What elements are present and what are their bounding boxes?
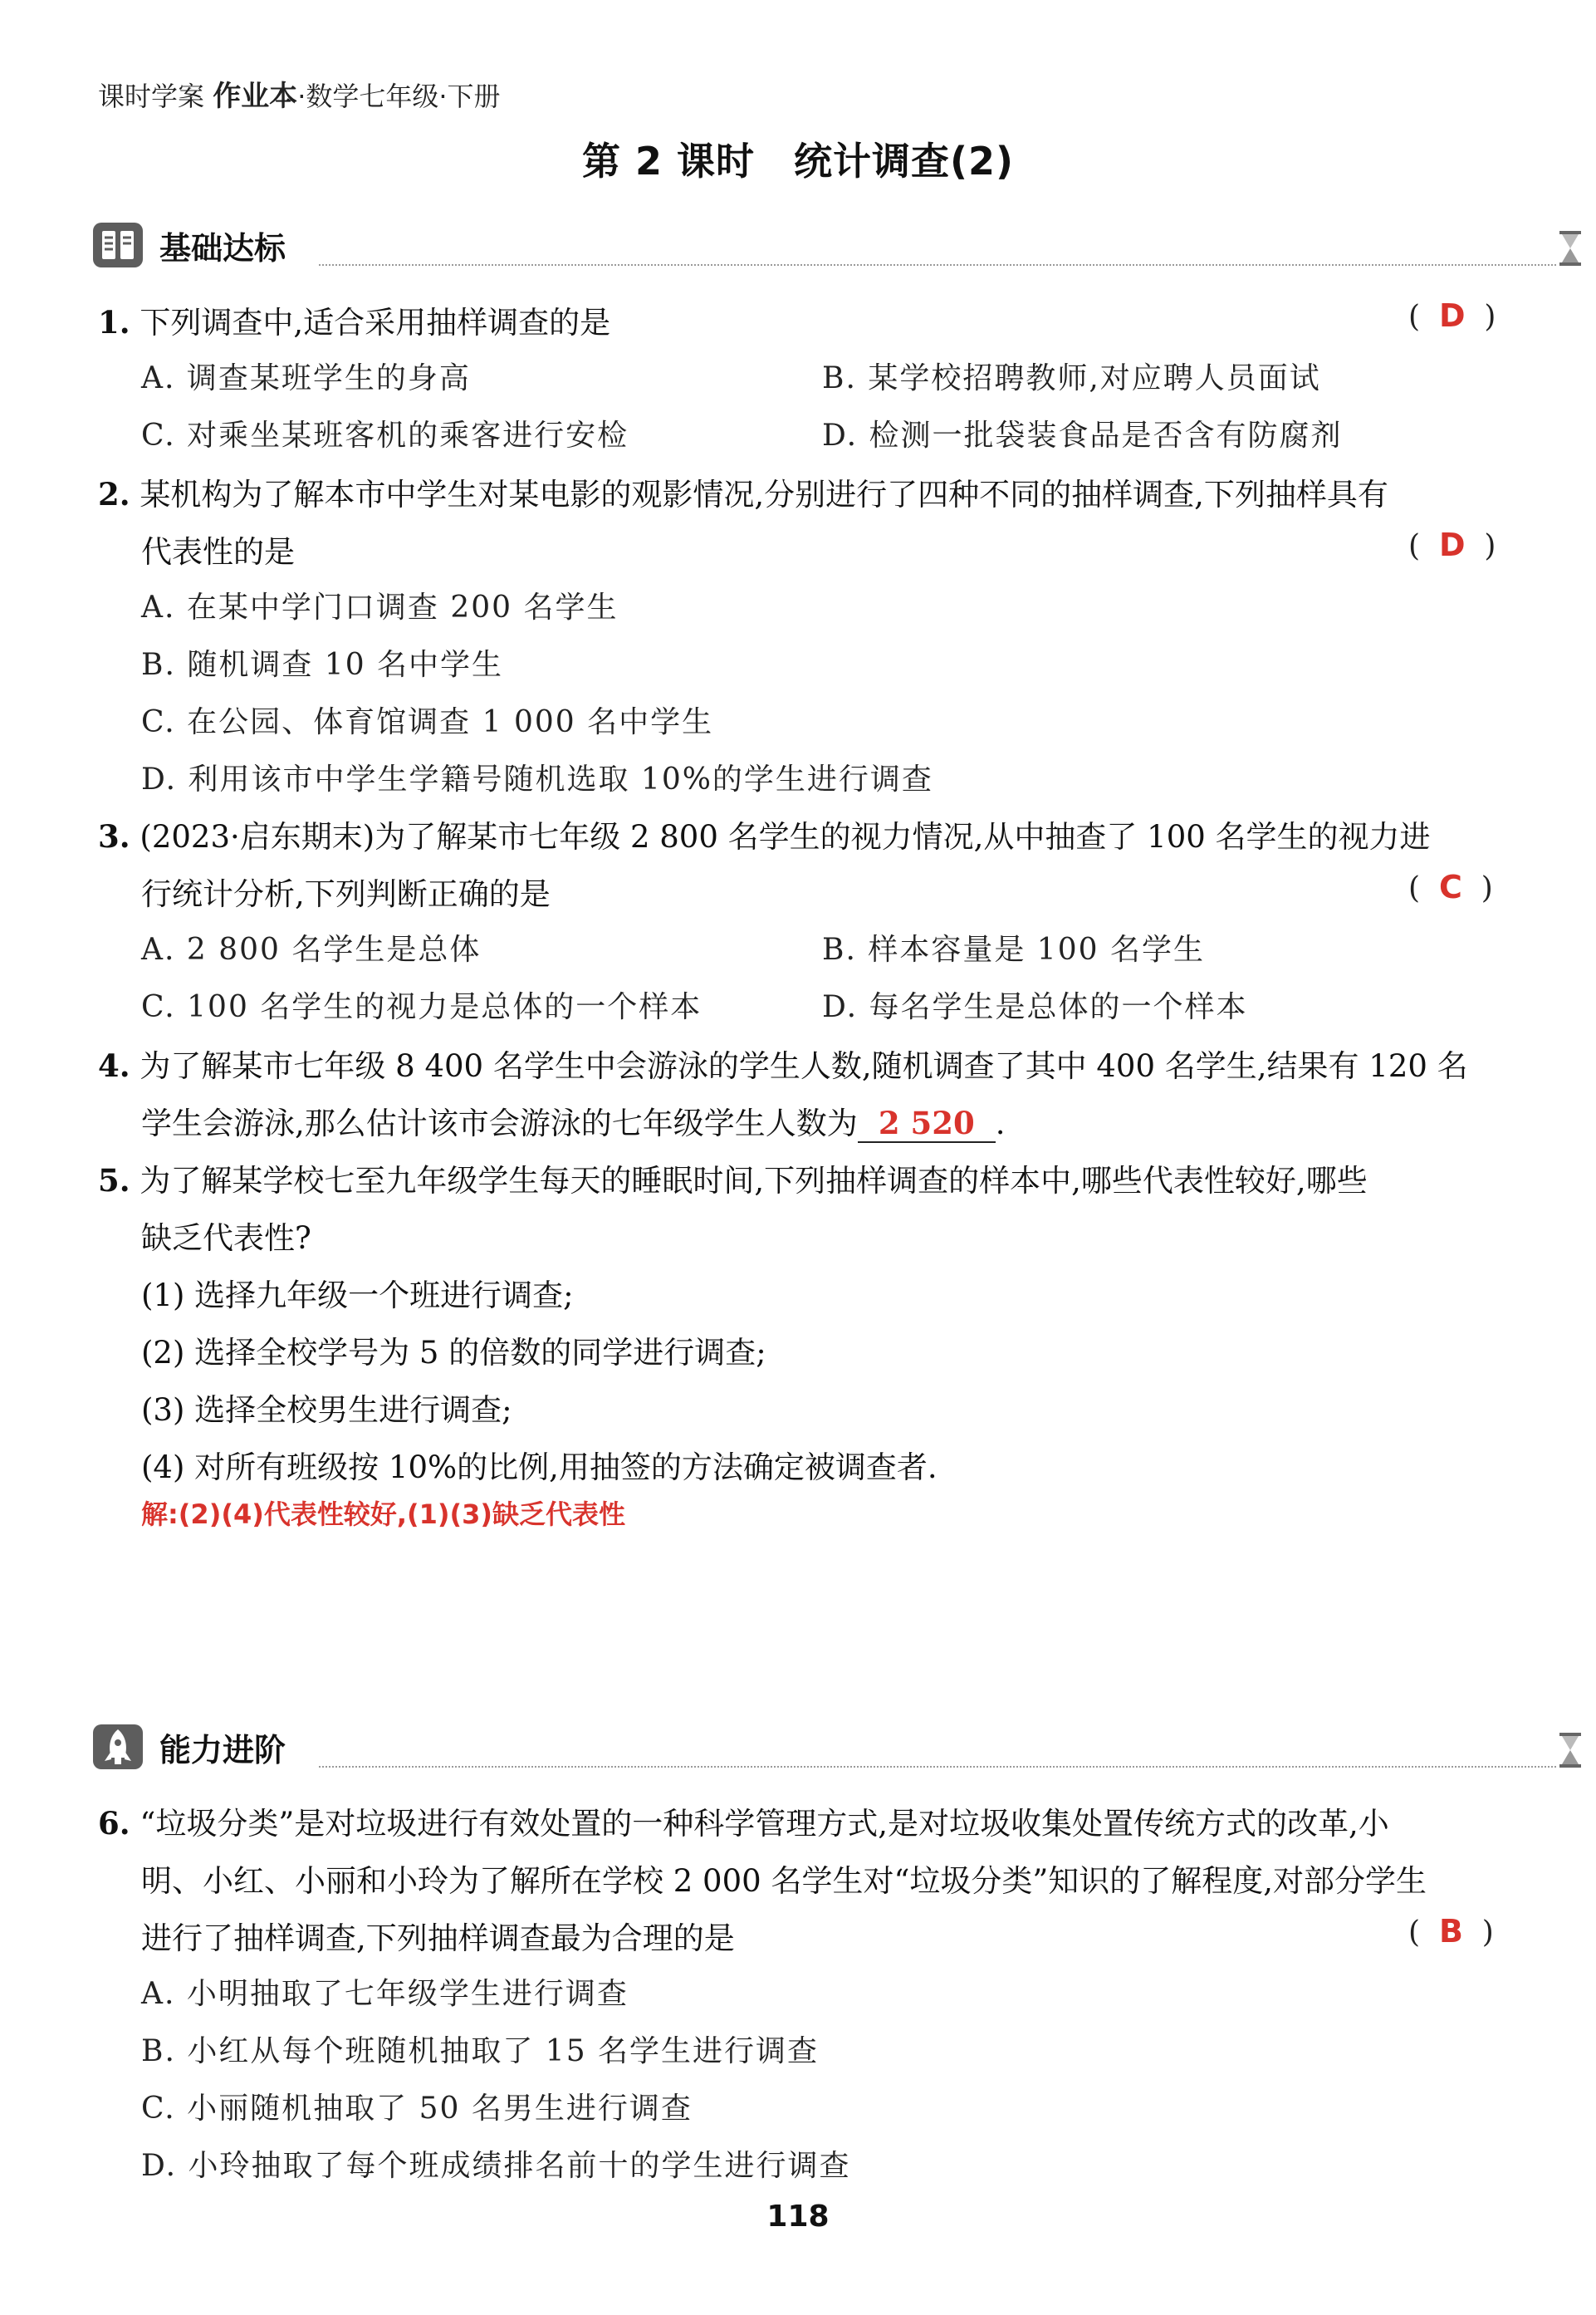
option-b: B. 随机调查 10 名中学生	[141, 648, 504, 682]
question-text-line2: 代表性的是	[141, 534, 295, 570]
question-number: 2.	[98, 476, 130, 513]
paren-open: (	[1408, 871, 1421, 905]
question-number: 3.	[98, 818, 130, 855]
paren-close: )	[1484, 300, 1496, 334]
section-divider	[319, 264, 1556, 266]
option-a: A. 调查某班学生的身高	[141, 361, 471, 395]
section-header-advanced	[93, 1719, 1596, 1773]
option-c: C. 100 名学生的视力是总体的一个样本	[141, 990, 703, 1024]
section-divider	[319, 1766, 1556, 1768]
header-series: 课时学案	[98, 81, 205, 112]
option-d: D. 检测一批袋装食品是否含有防腐剂	[822, 419, 1343, 453]
question-6-answer	[1408, 1913, 1494, 1950]
running-header	[98, 73, 501, 114]
question-text-line2: 行统计分析,下列判断正确的是	[141, 876, 551, 912]
sub-item-4: (4) 对所有班级按 10%的比例,用抽签的方法确定被调查者.	[141, 1449, 938, 1485]
paren-open: (	[1408, 300, 1421, 334]
question-text: 下列调查中,适合采用抽样调查的是	[140, 305, 611, 341]
paren-close: )	[1481, 1915, 1494, 1950]
question-end: .	[995, 1106, 1006, 1141]
sub-item-2: (2) 选择全校学号为 5 的倍数的同学进行调查;	[141, 1335, 766, 1371]
question-text-line1: (2023·启东期末)为了解某市七年级 2 800 名学生的视力情况,从中抽查了 100 名学生的视力进	[140, 819, 1431, 855]
paren-open: (	[1408, 529, 1421, 563]
hourglass-icon	[1558, 1731, 1583, 1769]
header-brand: 作业本	[213, 80, 298, 113]
option-b: B. 样本容量是 100 名学生	[822, 933, 1205, 967]
sub-item-1: (1) 选择九年级一个班进行调查;	[141, 1278, 574, 1313]
question-5-stem	[98, 1155, 1368, 1200]
option-c: C. 在公园、体育馆调查 1 000 名中学生	[141, 705, 714, 739]
question-text-line1: 某机构为了解本市中学生对某电影的观影情况,分别进行了四种不同的抽样调查,下列抽样具有	[140, 477, 1388, 513]
question-4-line2	[141, 1098, 1006, 1143]
paren-close: )	[1484, 529, 1496, 563]
paren-open: (	[1408, 1915, 1421, 1950]
question-text-line2: 缺乏代表性?	[141, 1220, 311, 1256]
answer-letter: D	[1438, 527, 1466, 563]
question-text-line2: 学生会游泳,那么估计该市会游泳的七年级学生人数为	[141, 1106, 858, 1141]
question-4-stem	[98, 1041, 1468, 1086]
question-number: 6.	[98, 1805, 130, 1842]
page-number: 118	[766, 2200, 830, 2234]
question-text-line1: “垃圾分类”是对垃圾进行有效处置的一种科学管理方式,是对垃圾收集处置传统方式的改革,小	[140, 1806, 1389, 1842]
lesson-title: 第 2 课时 统计调查(2)	[581, 139, 1015, 184]
paren-close: )	[1481, 871, 1493, 905]
question-number: 1.	[98, 304, 130, 341]
option-d: D. 每名学生是总体的一个样本	[822, 990, 1248, 1024]
option-d: D. 利用该市中学生学籍号随机选取 10%的学生进行调查	[141, 763, 933, 797]
question-2-stem	[98, 469, 1388, 514]
section-label: 能力进阶	[159, 1732, 286, 1768]
header-rest: ·数学七年级·下册	[297, 81, 501, 112]
question-text-line3: 进行了抽样调查,下列抽样调查最为合理的是	[141, 1920, 735, 1956]
question-text-line1: 为了解某市七年级 8 400 名学生中会游泳的学生人数,随机调查了其中 400 名学生,结果有 120 名	[140, 1048, 1468, 1084]
option-d: D. 小玲抽取了每个班成绩排名前十的学生进行调查	[141, 2149, 851, 2183]
question-number: 4.	[98, 1047, 130, 1084]
question-1-answer	[1408, 297, 1496, 334]
answer-letter: B	[1438, 1913, 1463, 1950]
solution-text: 解:(2)(4)代表性较好,(1)(3)缺乏代表性	[141, 1498, 626, 1530]
option-a: A. 2 800 名学生是总体	[141, 933, 482, 967]
question-2-answer	[1408, 527, 1496, 563]
option-b: B. 某学校招聘教师,对应聘人员面试	[822, 361, 1321, 395]
section-label: 基础达标	[159, 230, 286, 267]
answer-blank: 2 520	[858, 1105, 996, 1143]
answer-letter: C	[1438, 869, 1462, 905]
hourglass-icon	[1558, 229, 1583, 267]
question-text-line1: 为了解某学校七至九年级学生每天的睡眠时间,下列抽样调查的样本中,哪些代表性较好,哪些	[140, 1163, 1368, 1199]
question-1-stem	[98, 297, 610, 342]
question-text-line2: 明、小红、小丽和小玲为了解所在学校 2 000 名学生对“垃圾分类”知识的了解程度,对部分学生	[141, 1863, 1427, 1899]
question-3-stem	[98, 812, 1431, 856]
option-b: B. 小红从每个班随机抽取了 15 名学生进行调查	[141, 2034, 820, 2068]
option-a: A. 小明抽取了七年级学生进行调查	[141, 1977, 629, 2011]
sub-item-3: (3) 选择全校男生进行调查;	[141, 1392, 512, 1428]
answer-letter: D	[1438, 297, 1466, 334]
question-number: 5.	[98, 1162, 130, 1199]
rocket-icon	[93, 1724, 143, 1769]
option-c: C. 小丽随机抽取了 50 名男生进行调查	[141, 2092, 693, 2126]
section-header-basic	[93, 218, 1596, 271]
option-a: A. 在某中学门口调查 200 名学生	[141, 591, 619, 625]
question-6-stem	[98, 1798, 1389, 1843]
book-icon	[93, 223, 143, 267]
option-c: C. 对乘坐某班客机的乘客进行安检	[141, 419, 629, 453]
question-3-answer	[1408, 869, 1493, 905]
